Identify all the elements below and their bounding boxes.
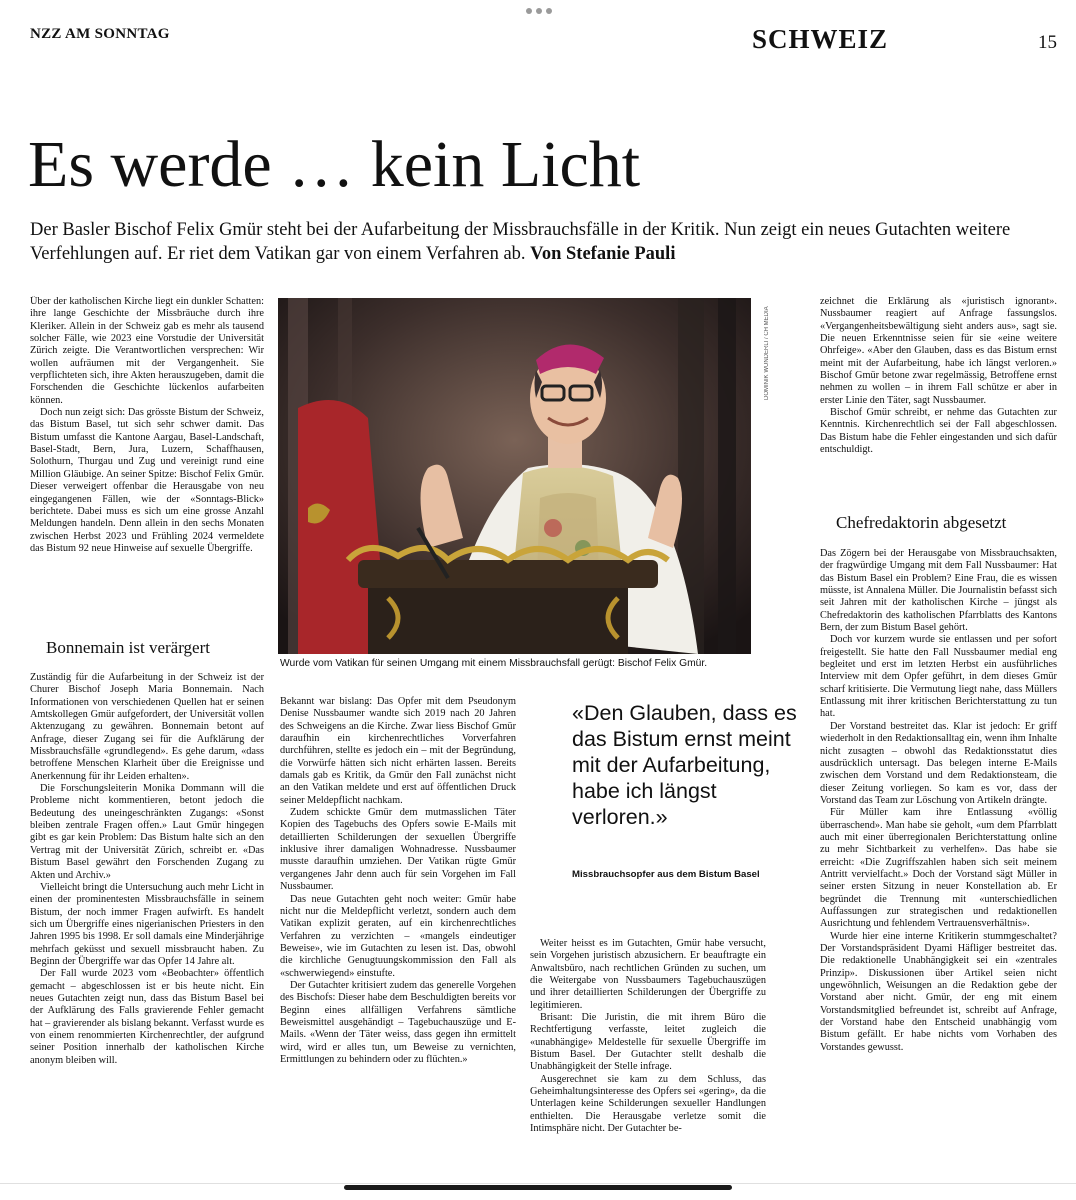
pull-quote-source: Missbrauchsopfer aus dem Bistum Basel [572,869,760,880]
paragraph: Das neue Gutachten geht noch weiter: Gmür habe nicht nur die Meldepflicht verletzt, sondern auch dem Vatikan explizit geraten, auf ein kirchenrechtliches Verfahren zu verzichten – «mangels eindeutiger Beweise», wie im Gutachten zu lesen ist. Das, obwohl die kirchliche Genugtuungskommission den Fall als «schwerwiegend» einstufte. [280,893,516,979]
paragraph: Der Fall wurde 2023 vom «Beobachter» öffentlich gemacht – abgeschlossen ist er bis heute nicht. Ein neues Gutachten zeigt nun, dass das Bistum Basel bei der Aufklärung des Falls gravierende Fehler gemacht hat – gravierender als bislang bekannt. Verfasst wurde es von einem renommierten Kirchenrechtler, der aufgrund seiner Position innerhalb der katholischen Kirche anonym bleiben will. [30,968,264,1066]
masthead: NZZ AM SONNTAG [30,26,170,42]
bishop-photo-illustration [278,298,751,654]
section-title: SCHWEIZ [752,24,889,54]
photo-caption: Wurde vom Vatikan für seinen Umgang mit einem Missbrauchsfall gerügt: Bischof Felix Gmür. [280,658,708,669]
headline: Es werde … kein Licht [28,128,641,201]
paragraph: Wurde hier eine interne Kritikerin stummgeschaltet? Der Vorstandspräsident Dyami Häfliger bestreitet das. Die redaktionelle Unabhängigkeit sei ein «zentrales Prinzip». Diskussionen über Artikel seien nicht ungewöhnlich, Weisungen an die Redaktion gebe der Vorstand aber nicht. Gmür, der eng mit einem Vorstandsmitglied befreundet ist, schreibt auf Anfrage, der Vorstand habe den Entscheid unabhängig vom Bistum gefällt. Er habe nichts vom Vorhaben des Vorstandes gewusst. [820,930,1057,1053]
article-column-4-continued [820,548,1057,1166]
paragraph: Vielleicht bringt die Untersuchung auch mehr Licht in einen der prominentesten Missbrauchsfälle in seinem Bistum, der noch immer Fragen aufwirft. Es handelt sich um Übergriffe eines nigerianischen Priesters in den Jahren 1995 bis 1998. Er soll damals eine Minderjährige mehrfach geküsst und sexuell missbraucht haben. Zu Beginn der Übergriffe war das Opfer 14 Jahre alt. [30,881,264,967]
photo-bishop [278,298,751,654]
paragraph: Die Forschungsleiterin Monika Dommann will die Probleme nicht kommentieren, betont jedoch die Bedeutung des uneingeschränkten Zugangs: «Sonst bleiben zentrale Fragen offen.» Laut Gmür hingegen gibt es gar kein Problem: Das Bistum halte sich an den Vertrag mit der Universität Zürich, schreibt er. «Das Bistum Basel gewährt den Forschenden Zugang zu Akten und Archiv.» [30,783,264,881]
photo-credit: DOMINIK WUNDERLI / CH MEDIA [764,306,770,400]
paragraph: Der Gutachter kritisiert zudem das generelle Vorgehen des Bischofs: Dieser habe dem Beschuldigten bereits vor Beginn eines allfälligen Verfahrens sämtliche Beweismittel ausgehändigt – Tagebuchauszüge und E-Mails. «Wenn der Täter weiss, dass gegen ihn ermittelt wird, wird er alles tun, um Beweise zu vernichten, Ermittlungen zu behindern oder zu flüchten.» [280,979,516,1065]
article-column-3 [530,938,766,1164]
article-column-2 [280,696,516,1168]
paragraph: Doch vor kurzem wurde sie entlassen und per sofort freigestellt. Sie hatte den Fall Nussbaumer medial eng begleitet und erst im letzten Herbst ein ausführliches Interview mit dem Opfer geführt, in dem dieses Gmür scharf kritisierte. Die Vermutung liegt nahe, dass Müllers Entlassung mit ihrer kritischen Berichterstattung zu tun hat. [820,634,1057,720]
pull-quote: «Den Glauben, dass es das Bistum ernst meint mit der Aufarbeitung, habe ich längst verloren.» [572,701,797,829]
paragraph: Weiter heisst es im Gutachten, Gmür habe versucht, sein Vorgehen juristisch abzusichern. Er beauftragte ein Anwaltsbüro, nach rechtlichen Gründen zu suchen, um die Weitergabe von Nussbaumers Tagebuchauszügen und ihrer detaillierten Schilderungen der Übergriffe zu legitimieren. [530,938,766,1011]
paragraph: Bekannt war bislang: Das Opfer mit dem Pseudonym Denise Nussbaumer wandte sich 2019 nach 20 Jahren des Schweigens an die Kirche. Zwar liess Bischof Gmür daraufhin ein kirchenrechtliches Vorverfahren durchführen, stellte es jedoch ein – mit der Begründung, die Vorwürfe hätten sich nicht erhärten lassen. Bereits damals gab es Kritik, da Gmür den Fall zunächst nicht an den Vatikan meldete und erst auf öffentlichen Druck seiner Meldepflicht nachkam. [280,696,516,806]
home-indicator[interactable] [344,1185,732,1190]
paragraph: Doch nun zeigt sich: Das grösste Bistum der Schweiz, das Bistum Basel, tut sich sehr schwer damit. Das Bistum umfasst die Kantone Aargau, Basel-Landschaft, Basel-Stadt, Bern, Jura, Luzern, Schaffhausen, Solothurn, Thurgau und Zug und vereinigt rund eine Million Gläubige. An seiner Spitze: Bischof Felix Gmür. Dieser verweigert offenbar die Herausgabe von neu eingegangenen Fällen, wie der «Sonntags-Blick» berichtete. Dabei muss es sich um eine grosse Anzahl Meldungen handeln. Denn allein in den sechs Monaten zwischen Herbst 2023 und Frühling 2024 vermeldete das Bistum 92 neue Hinweise auf sexuelle Übergriffe. [30,407,264,554]
subhead-chefredaktorin: Chefredaktorin abgesetzt [836,513,1007,532]
paragraph: Zuständig für die Aufarbeitung in der Schweiz ist der Churer Bischof Joseph Maria Bonnemain. Nach Informationen von verschiedenen Quellen hat er seinen Amtskollegen Gmür aufgefordert, der Universität vollen Aktenzugang zu gewähren. Bonnemain betont auf Anfrage, dieser Zugang sei für die Aufklärung der Missbrauchsfälle «grundlegend». Es gehe darum, «dass betroffene Menschen Klarheit über die Ereignisse und Anerkennung für ihr Leiden erhalten». [30,672,264,782]
paragraph: Der Vorstand bestreitet das. Klar ist jedoch: Er griff wiederholt in den Redaktionsalltag ein, wenn ihm Inhalte nicht zusagten – obwohl das Redaktionsstatut dies ausdrücklich untersagt. Das belegen interne E-Mails zwischen dem Vorstand und dem Redaktionsteam, die dieser Zeitung vorliegen. So kam es vor, dass der Vorstand das Team zur Löschung von Artikeln drängte. [820,720,1057,806]
byline: Von Stefanie Pauli [530,244,676,264]
subhead-bonnemain: Bonnemain ist verärgert [46,638,210,657]
paragraph: Bischof Gmür schreibt, er nehme das Gutachten zur Kenntnis. Kirchenrechtlich sei der Fall abgeschlossen. Das Bistum habe die Fehler eingestanden und sich dafür entschuldigt. [820,407,1057,456]
paragraph: zeichnet die Erklärung als «juristisch ignorant». Nussbaumer reagiert auf Anfrage fassungslos. «Vergangenheitsbewältigung sieht anders aus», sagt sie. Die neuen Erkenntnisse seien für sie «eine weitere Ohrfeige». «Aber den Glauben, dass es das Bistum ernst meint mit der Aufarbeitung, habe ich längst verloren.» Bischof Gmür betone zwar regelmässig, Betroffene ernst nehmen zu wollen – in ihrem Fall schütze er aber in erster Linie den Täter, sagt Nussbaumer. [820,296,1057,406]
paragraph: Brisant: Die Juristin, die mit ihrem Büro die Rechtfertigung verfasste, leitet zugleich die «unabhängige» Meldestelle für sexuelle Übergriffe im Bistum Basel. Der Gutachter stellt deshalb die Unabhängigkeit der Stelle infrage. [530,1012,766,1073]
page-number: 15 [1038,32,1057,53]
article-column-1 [30,296,264,634]
article-column-4 [820,296,1057,496]
lead-text: Der Basler Bischof Felix Gmür steht bei der Aufarbeitung der Missbrauchsfälle in der Kritik. Nun zeigt ein neues Gutachten weitere Verfehlungen auf. Er riet dem Vatikan gar von einem Verfahren ab. [30,220,1011,264]
lead-paragraph [30,218,1046,266]
paragraph: Für Müller kam ihre Entlassung «völlig überraschend». Man habe sie geholt, «um dem Pfarrblatt auch mit einer überregionalen Berichterstattung online zu mehr Sichtbarkeit zu verhelfen». Das habe sie erreicht: «Die Zugriffszahlen haben sich seit meinem Antritt vervielfacht.» Doch der Vorstand sägt Müller in seiner ersten Sitzung in neuer Konstellation ab. Er begründet die Trennung mit «unterschiedlichen Auffassungen zur strategischen und redaktionellen Ausrichtung und fehlendem Vertrauensverhältnis». [820,807,1057,930]
article-column-1-continued [30,672,264,1168]
paragraph: Zudem schickte Gmür dem mutmasslichen Täter Kopien des Tagebuchs des Opfers sowie E-Mails mit detaillierten Schilderungen der sexuellen Übergriffe inklusive ihrer damaligen Wohnadresse. Nussbaumer musste daraufhin umziehen. Der Vatikan rügte Gmür vergangenes Jahr denn auch für sein Vorgehen im Fall Nussbaumer. [280,807,516,893]
paragraph: Über der katholischen Kirche liegt ein dunkler Schatten: ihre lange Geschichte der Missbräuche durch ihre Kleriker. Allein in der Schweiz gab es mehr als tausend solcher Fälle, wie 2023 eine Vorstudie der Universität Zürich zeigte. Die Verantwortlichen versprechen: Wir wollen aufräumen mit der Vergangenheit. Sie verpflichteten sich, ihre Akten herauszugeben, damit die Forschenden die Geschichte lückenlos aufarbeiten können. [30,296,264,406]
more-menu-icon[interactable] [526,6,552,16]
paragraph: Ausgerechnet sie kam zu dem Schluss, das Geheimhaltungsinteresse des Opfers sei «gering», da die Unterlagen keine Schilderungen sexueller Handlungen enthielten. Die Herausgabe verletze somit die Intimsphäre nicht. Der Gutachter be- [530,1073,766,1135]
paragraph: Das Zögern bei der Herausgabe von Missbrauchsakten, der fragwürdige Umgang mit dem Fall Nussbaumer: Hat das Bistum Basel ein Problem? Eine Frau, die es wissen müsste, ist Annalena Müller. Die Journalistin befasst sich seit Jahren mit der katholischen Kirche – jüngst als Chefredaktorin des katholischen Pfarrblatts des Kantons Bern, der zum Bistum Basel gehört. [820,548,1057,634]
bottom-divider [0,1183,1076,1184]
